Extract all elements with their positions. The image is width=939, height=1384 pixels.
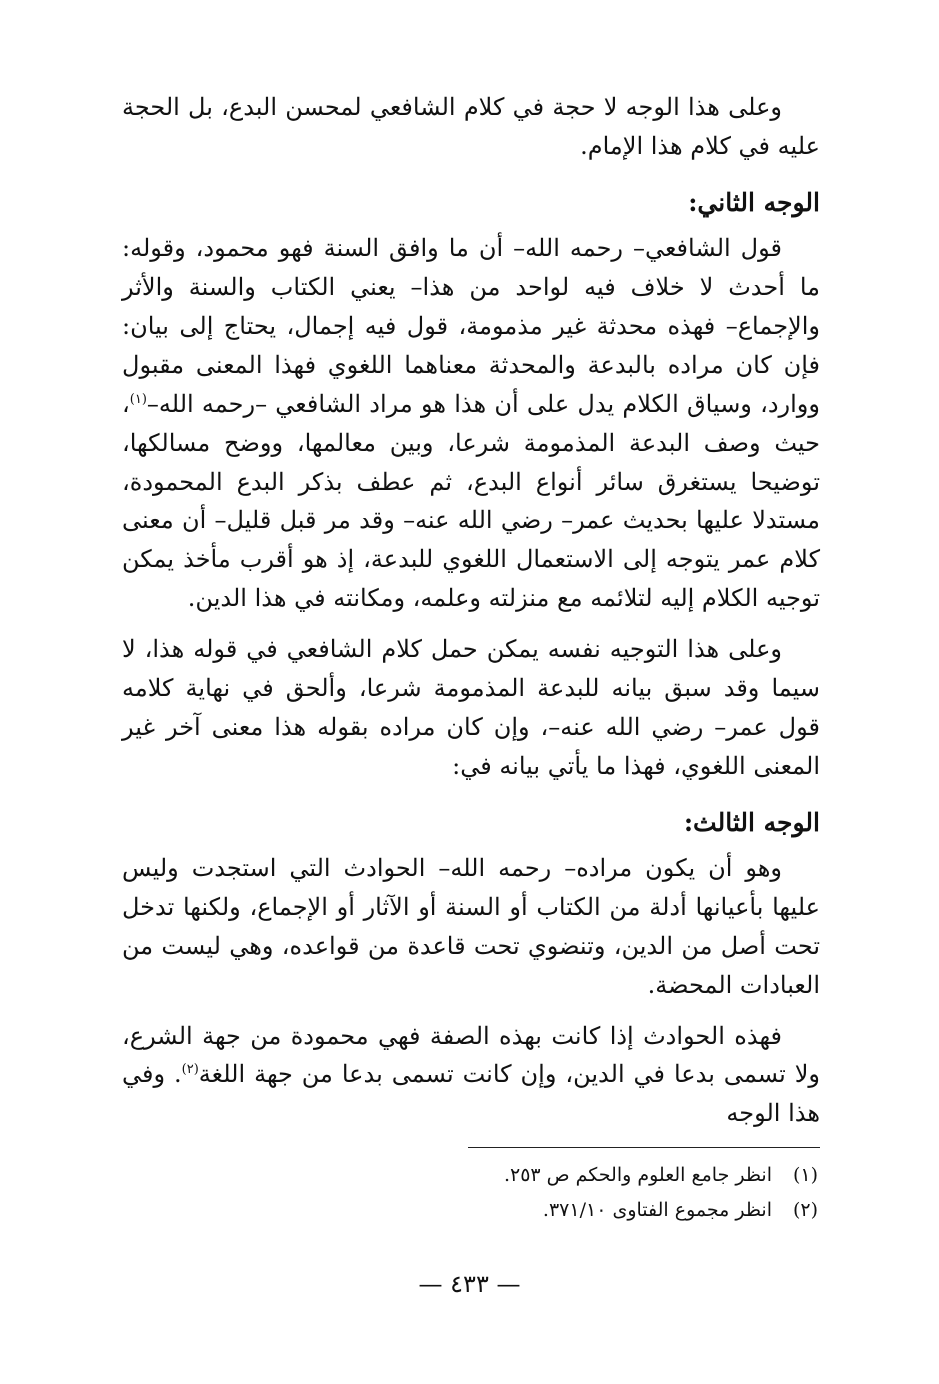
footnote-ref-1[interactable]: (١) (129, 391, 147, 407)
paragraph-intro: وعلى هذا الوجه لا حجة في كلام الشافعي لمحسن البدع، بل الحجة عليه في كلام هذا الإمام. (122, 93, 820, 160)
footnote-2 (122, 1193, 820, 1228)
section-heading-third-aspect: الوجه الثالث: (683, 807, 820, 837)
footnote-text: انظر مجموع الفتاوى ٣٧١/١٠. (542, 1199, 772, 1222)
footnote-number: (١) (792, 1164, 818, 1187)
footnote-1 (122, 1158, 820, 1193)
paragraph-text: ، حيث وصف البدعة المذمومة شرعا، وبين معالمها، ووضح مسالكها، توضيحا يستغرق سائر أنواع البدع، ثم عطف بذكر البدع المحمودة، مستدلا عليها بحديث عمر– رضي الله عنه– وقد مر قبل قليل– أن معنى كلام عمر يتوجه إلى الاستعمال اللغوي للبدعة، إذ هو أقرب مأخذ يمكن توجيه الكلام إليه لتلائمه مع منزلته وعلمه، ومكانته في هذا الدين. (122, 389, 820, 613)
paragraph-second-aspect (122, 229, 820, 618)
paragraph-gap (122, 618, 820, 630)
paragraph-text: . وفي هذا الوجه (122, 1060, 820, 1128)
section-heading-second-aspect: الوجه الثاني: (688, 187, 820, 217)
paragraph-text: فهذه الحوادث إذا كانت بهذه الصفة فهي محمودة من جهة الشرع، ولا تسمى بدعا في الدين، وإن كانت تسمى بدعا من جهة اللغة (122, 1021, 820, 1089)
paragraph-same-interpretation: وعلى هذا التوجيه نفسه يمكن حمل كلام الشافعي في قوله هذا، لا سيما وقد سبق بيانه للبدعة المذمومة شرعا، وألحق في نهاية كلامه قول عمر– رضي الله عنه–، وإن كان مراده بقوله هذا معنى آخر غير المعنى اللغوي، فهذا ما يأتي بيانه في: (122, 635, 820, 780)
footnote-ref-2[interactable]: (٢) (181, 1062, 199, 1078)
footnote-number: (٢) (792, 1199, 818, 1222)
footnote-separator (468, 1147, 820, 1148)
footnote-text: انظر جامع العلوم والحكم ص ٢٥٣. (503, 1164, 772, 1187)
page-number: — ٤٣٣ — (418, 1270, 521, 1298)
paragraph-third-aspect: وهو أن يكون مراده– رحمه الله– الحوادث التي استجدت وليس عليها بأعيانها أدلة من الكتاب أو السنة أو الآثار أو الإجماع، ولكنها تدخل تحت أصل من الدين، وتنضوي تحت قاعدة من قواعده، وهي ليست من العبادات المحضة. (122, 854, 820, 999)
paragraph-events (122, 1017, 820, 1134)
paragraph-text: قول الشافعي– رحمه الله– أن ما وافق السنة فهو محمود، وقوله: ما أحدث لا خلاف فيه لواحد من هذا– يعني الكتاب والسنة والأثر والإجماع– فهذه محدثة غير مذمومة، قول فيه إجمال، يحتاج إلى بيان: فإن كان مراده بالبدعة والمحدثة معناهما اللغوي فهذا المعنى مقبول ووارد، وسياق الكلام يدل على أن هذا هو مراد الشافعي –رحمه الله– (122, 234, 820, 418)
paragraph-gap (122, 1005, 820, 1017)
